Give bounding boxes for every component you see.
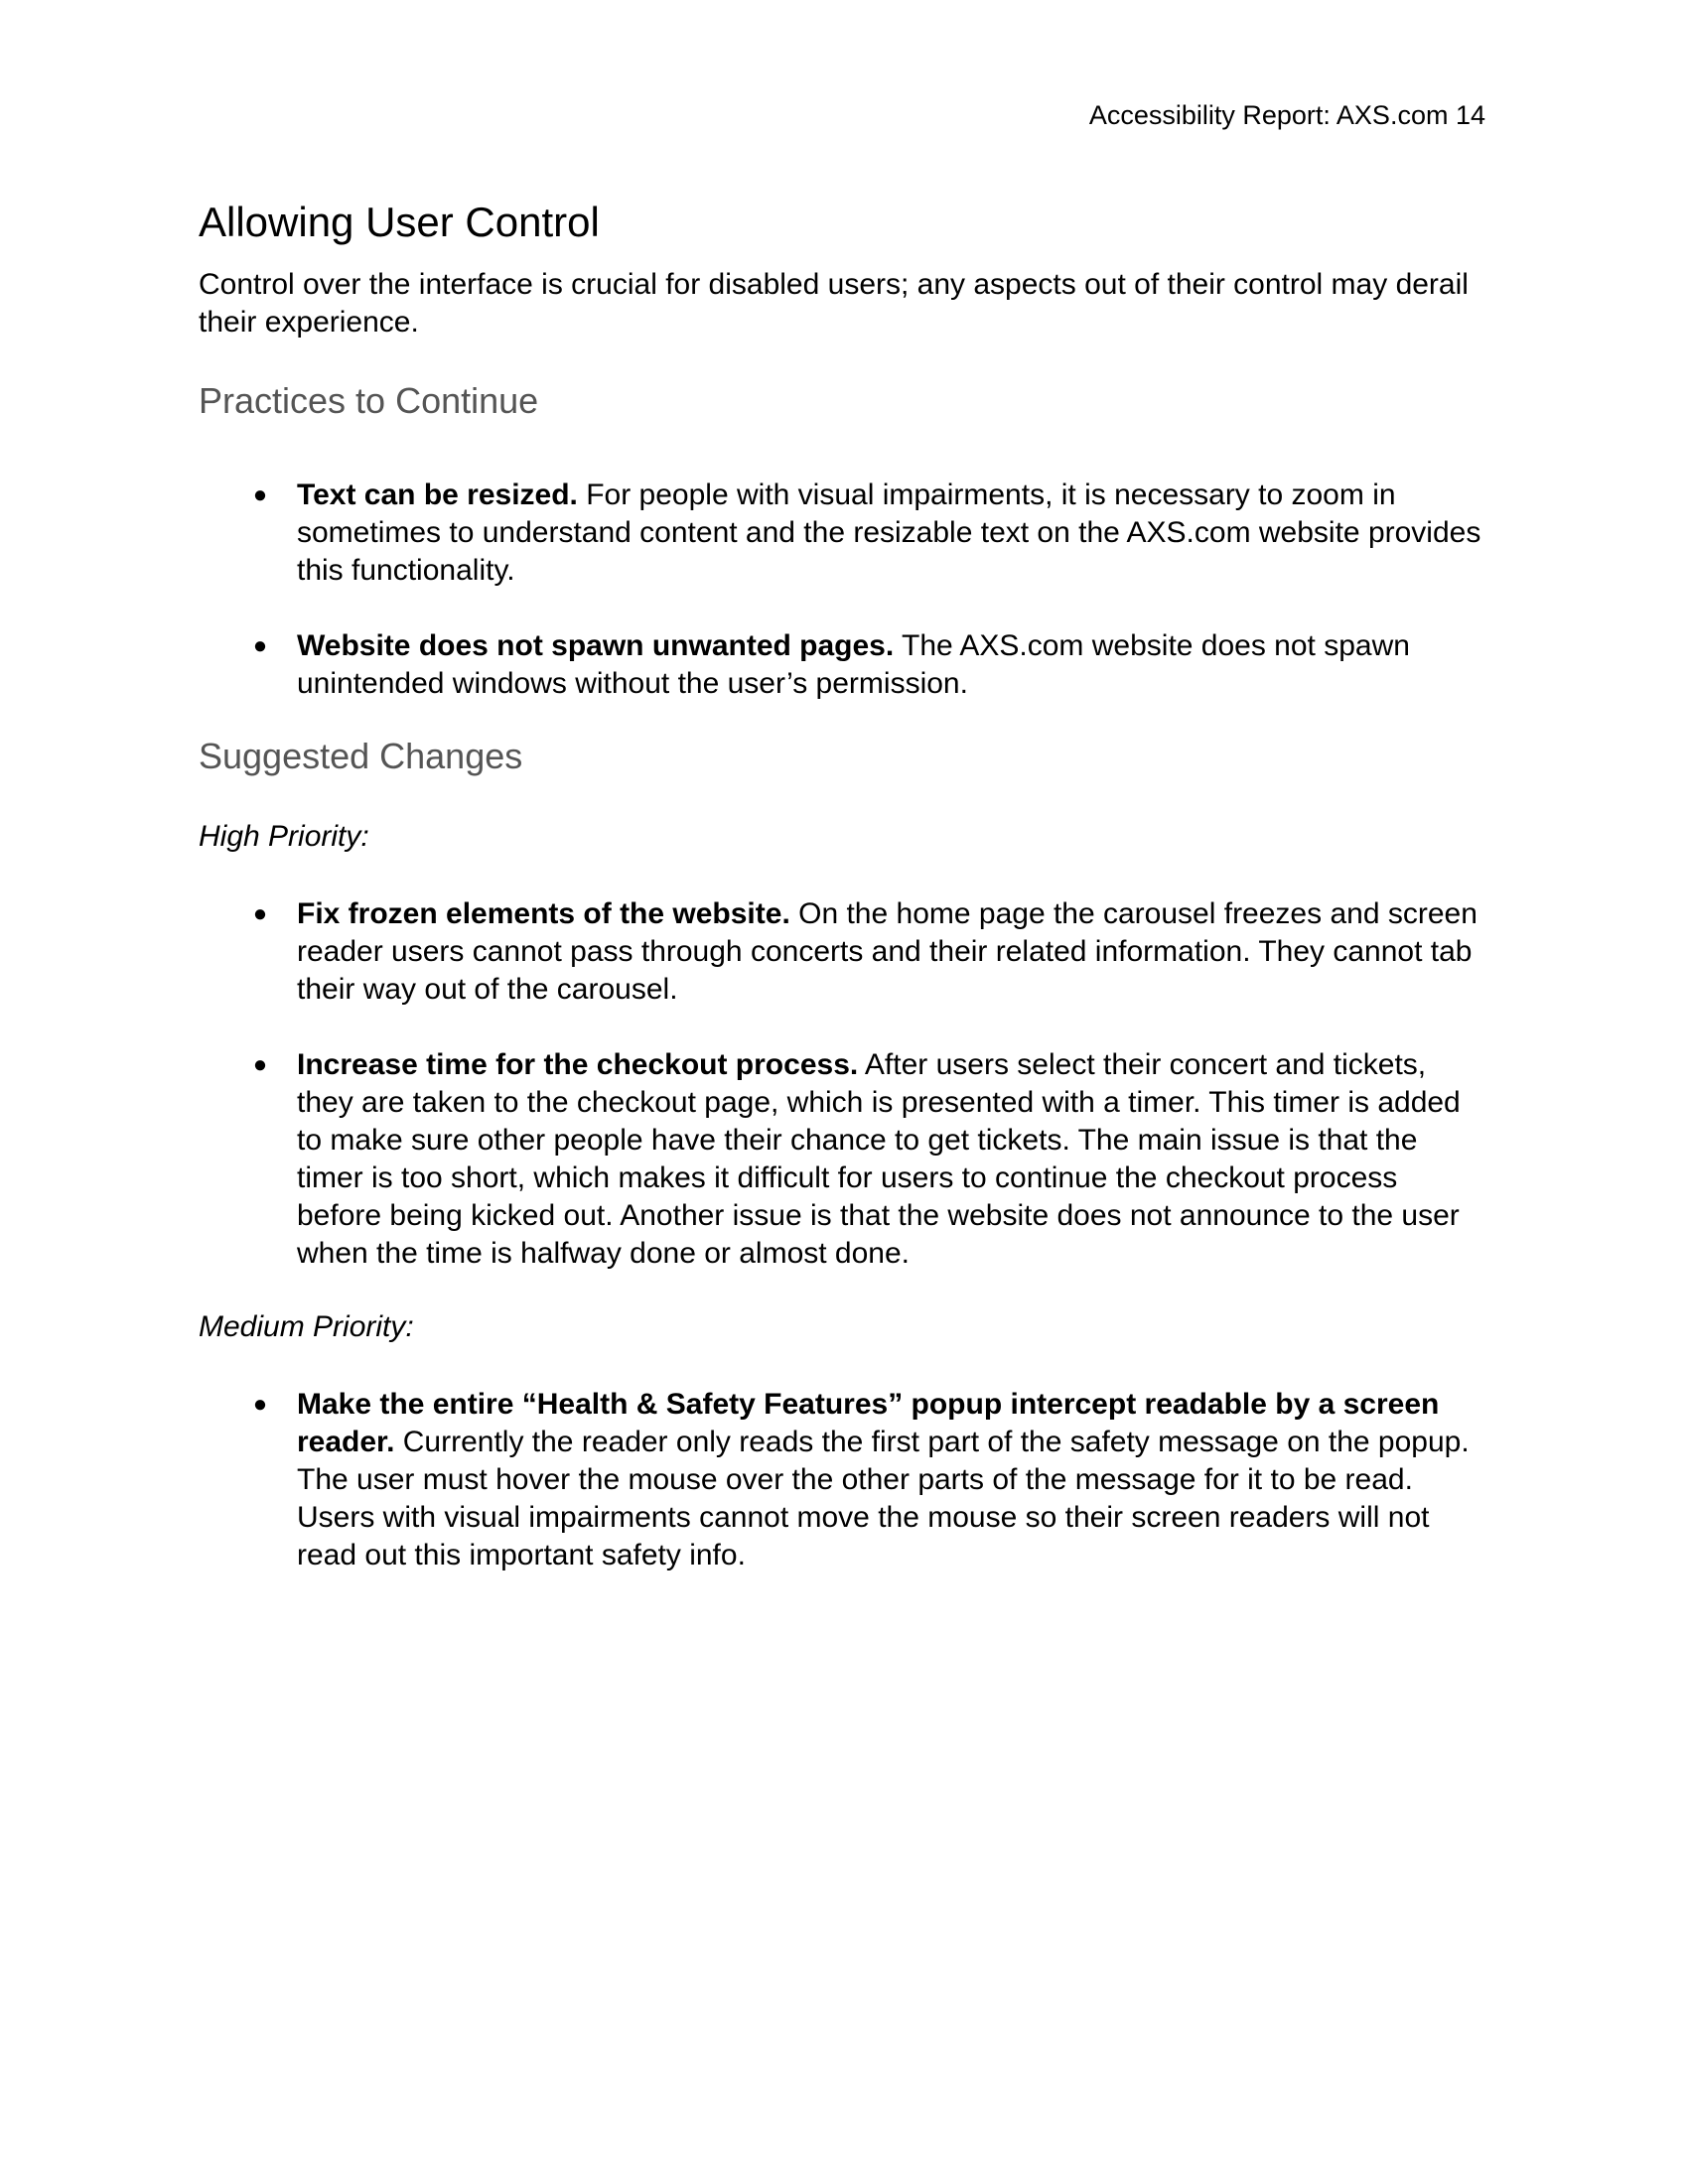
intro-paragraph: Control over the interface is crucial for disabled users; any aspects out of their control may derail their experience. bbox=[199, 268, 1469, 339]
medium-priority-label: Medium Priority: bbox=[199, 1310, 414, 1343]
high-priority-list bbox=[199, 895, 1489, 1273]
list-item bbox=[199, 477, 1489, 590]
bullet-icon: ● bbox=[252, 481, 268, 508]
item-lead: Website does not spawn unwanted pages. bbox=[297, 629, 895, 662]
running-header: Accessibility Report: AXS.com 14 bbox=[1088, 100, 1485, 130]
item-body: Currently the reader only reads the first part of the safety message on the popup. The user must hover the mouse over the other parts of the message for it to be read. Users with visual impairments cannot move the mouse so their screen readers will not read out this important safety info. bbox=[297, 1426, 1470, 1571]
item-lead: Make the entire “Health & Safety Features” popup intercept readable by a screen reader. bbox=[297, 1388, 1440, 1458]
item-body: For people with visual impairments, it is necessary to zoom in sometimes to understand content and the resizable text on the AXS.com website provides this functionality. bbox=[297, 478, 1481, 587]
item-lead: Increase time for the checkout process. bbox=[297, 1048, 859, 1081]
page-content bbox=[199, 197, 1489, 1574]
list-item bbox=[199, 895, 1489, 1009]
item-body: After users select their concert and tickets, they are taken to the checkout page, which is presented with a timer. This timer is added to make sure other people have their chance to get tickets. The main issue is that the timer is too short, which makes it difficult for users to continue the checkout process before being kicked out. Another issue is that the website does not announce to the user when the time is halfway done or almost done. bbox=[297, 1048, 1461, 1270]
item-lead: Text can be resized. bbox=[297, 478, 578, 511]
practices-list bbox=[199, 477, 1489, 703]
item-body: The AXS.com website does not spawn unintended windows without the user’s permission. bbox=[297, 629, 1410, 700]
bullet-icon: ● bbox=[252, 632, 268, 659]
page-title: Allowing User Control bbox=[199, 199, 600, 245]
high-priority-label: High Priority: bbox=[199, 820, 369, 853]
bullet-icon: ● bbox=[252, 900, 268, 927]
suggested-changes-heading: Suggested Changes bbox=[199, 736, 523, 776]
list-item bbox=[199, 1386, 1489, 1574]
practices-heading: Practices to Continue bbox=[199, 380, 539, 421]
item-lead: Fix frozen elements of the website. bbox=[297, 897, 790, 930]
list-item bbox=[199, 627, 1489, 703]
list-item bbox=[199, 1046, 1489, 1273]
medium-priority-list bbox=[199, 1386, 1489, 1574]
bullet-icon: ● bbox=[252, 1391, 268, 1418]
item-body: On the home page the carousel freezes and screen reader users cannot pass through concerts and their related information. They cannot tab their way out of the carousel. bbox=[297, 897, 1477, 1006]
bullet-icon: ● bbox=[252, 1051, 268, 1078]
